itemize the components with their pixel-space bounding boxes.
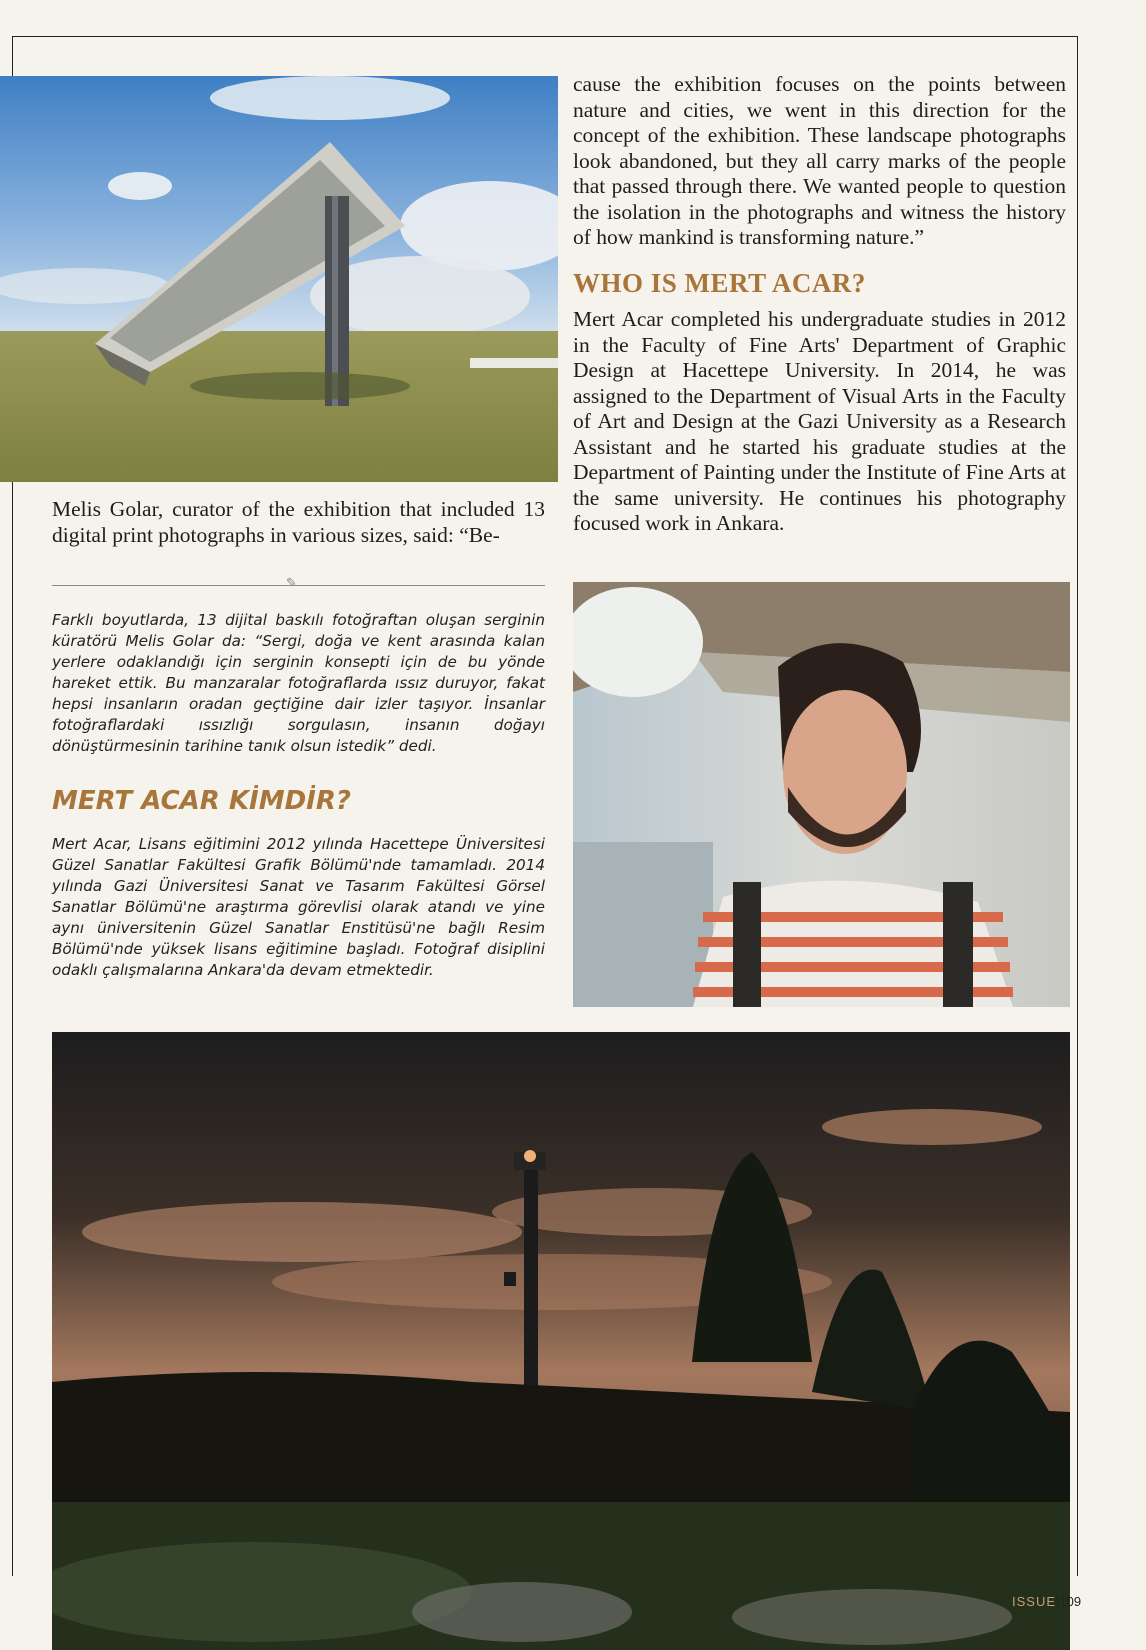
caption-en: Melis Golar, curator of the exhibition that included 13 digital print photographs in various sizes, said: “Be- (52, 497, 545, 547)
page-number: 109 (1059, 1594, 1082, 1609)
quote-en-continued: cause the exhibition focuses on the points between nature and cities, we went in this direction for the concept of the exhibition. These landscape photographs look abandoned, but they all carry marks of the people that passed through there. We wanted people to question the isolation in the photographs and witness the history of how mankind is transforming nature.” (573, 72, 1066, 249)
footer-separator: | (1056, 1594, 1060, 1609)
bio-tr: Mert Acar, Lisans eğitimini 2012 yılında Hacettepe Üniversitesi Güzel Sanatlar Fakültesi Grafik Bölümü'nde tamamladı. 2014 yılında Gazi Üniversitesi Sanat ve Tasarım Fakültesi Görsel Sanatlar Bölümü'ne araştırma görevlisi olarak atandı ve yine aynı üniversitenin Güzel Sanatlar Enstitüsü'ne bağlı Resim Bölümü'nde yüksek lisans eğitimine başladı. Fotoğraf disiplini odaklı çalışmalarına Ankara'da devam etmektedir. (52, 835, 545, 979)
heading-mert-acar-kimdir: MERT ACAR KİMDİR? (52, 786, 351, 816)
portrait-photo (573, 582, 1070, 1007)
section-divider (52, 585, 545, 586)
solar-panel-photo (0, 76, 558, 482)
frame-top-rule (12, 36, 1077, 37)
divider-ornament-icon: ✎ (286, 576, 297, 591)
magazine-name: ISSUE (1012, 1594, 1057, 1609)
paragraph-tr: Farklı boyutlarda, 13 dijital baskılı fotoğraftan oluşan serginin küratörü Melis Golar da: “Sergi, doğa ve kent arasında kalan yerlere odaklandığı için serginin konsepti için de bu yönde hareket ettik. Bu manzaralar fotoğraflarda ıssız duruyor, fakat hepsi insanların oradan geçtiğine dair izler taşıyor. İnsanlar fotoğraflardaki ıssızlığı sorgulasın, insanın doğayı dönüştürmesinin tarihine tanık olsun istedik” dedi. (52, 611, 545, 755)
page-footer (1012, 1594, 1081, 1609)
bio-en: Mert Acar completed his undergraduate studies in 2012 in the Faculty of Fine Arts' Department of Graphic Design at Hacettepe University. In 2014, he was assigned to the Department of Visual Arts in the Faculty of Art and Design at the Gazi University as a Research Assistant and he started his graduate studies at the Department of Painting under the Institute of Fine Arts at the same university. He continues his photography focused work in Ankara. (573, 307, 1066, 535)
heading-who-is-mert-acar: WHO IS MERT ACAR? (573, 268, 866, 298)
frame-right-rule (1077, 36, 1078, 1576)
tower-dusk-photo (52, 1032, 1070, 1650)
